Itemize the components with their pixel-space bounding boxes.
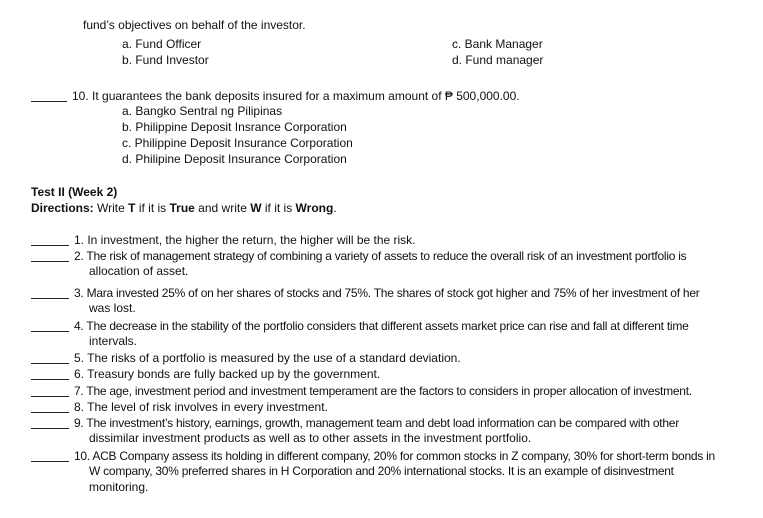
item-7: 7. The age, investment period and investment temperament are the factors to considers in proper allocation of investment. — [74, 384, 692, 398]
q10-option-c: c. Philippine Deposit Insurance Corporation — [122, 136, 353, 150]
answer-blank-1[interactable] — [31, 245, 69, 246]
item-4-line-2: intervals. — [89, 334, 138, 348]
answer-blank-6[interactable] — [31, 379, 69, 380]
answer-blank-5[interactable] — [31, 363, 69, 364]
answer-blank-2[interactable] — [31, 261, 69, 262]
test-2-title: Test II (Week 2) — [31, 185, 118, 199]
item-9-line-1: 9. The investment’s history, earnings, growth, management team and debt load information can be compared with other — [74, 416, 679, 430]
answer-blank-9[interactable] — [31, 428, 69, 429]
item-10-line-1: 10. ACB Company assess its holding in different company, 20% for common stocks in Z company, 30% for short-term bonds in — [74, 449, 715, 463]
item-2-line-2: allocation of asset. — [89, 264, 189, 278]
item-10-line-2: W company, 30% preferred shares in H Corporation and 20% international stocks. It is an example of disinvestment — [89, 464, 674, 478]
q10-option-b: b. Philippine Deposit Insrance Corporation — [122, 120, 347, 134]
answer-blank-q10[interactable] — [31, 101, 67, 102]
q9-option-c: c. Bank Manager — [452, 37, 543, 51]
item-2-line-1: 2. The risk of management strategy of combining a variety of assets to reduce the overall risk of an investment portfolio is — [74, 249, 687, 263]
item-1: 1. In investment, the higher the return, the higher will be the risk. — [74, 233, 416, 247]
answer-blank-8[interactable] — [31, 412, 69, 413]
item-8: 8. The level of risk involves in every investment. — [74, 400, 328, 414]
item-9-line-2: dissimilar investment products as well as to other assets in the investment portfolio. — [89, 431, 532, 445]
q9-continuation: fund’s objectives on behalf of the investor. — [83, 18, 306, 32]
item-3-line-2: was lost. — [89, 301, 136, 315]
item-5: 5. The risks of a portfolio is measured by the use of a standard deviation. — [74, 351, 461, 365]
item-10-line-3: monitoring. — [89, 480, 149, 494]
test-2-directions: Directions: Write T if it is True and write W if it is Wrong. — [31, 201, 337, 215]
q10-option-a: a. Bangko Sentral ng Pilipinas — [122, 104, 283, 118]
q10-option-d: d. Philipine Deposit Insurance Corporation — [122, 152, 347, 166]
q10-text: 10. It guarantees the bank deposits insured for a maximum amount of ₱ 500,000.00. — [72, 89, 520, 103]
q9-option-a: a. Fund Officer — [122, 37, 202, 51]
q9-option-d: d. Fund manager — [452, 53, 544, 67]
answer-blank-7[interactable] — [31, 396, 69, 397]
answer-blank-10[interactable] — [31, 461, 69, 462]
item-3-line-1: 3. Mara invested 25% of on her shares of stocks and 75%. The shares of stock got higher and 75% of her investment of her — [74, 286, 700, 300]
q9-option-b: b. Fund Investor — [122, 53, 209, 67]
answer-blank-4[interactable] — [31, 331, 69, 332]
item-4-line-1: 4. The decrease in the stability of the portfolio considers that different assets market price can rise and fall at different time — [74, 319, 689, 333]
item-6: 6. Treasury bonds are fully backed up by the government. — [74, 367, 381, 381]
answer-blank-3[interactable] — [31, 298, 69, 299]
